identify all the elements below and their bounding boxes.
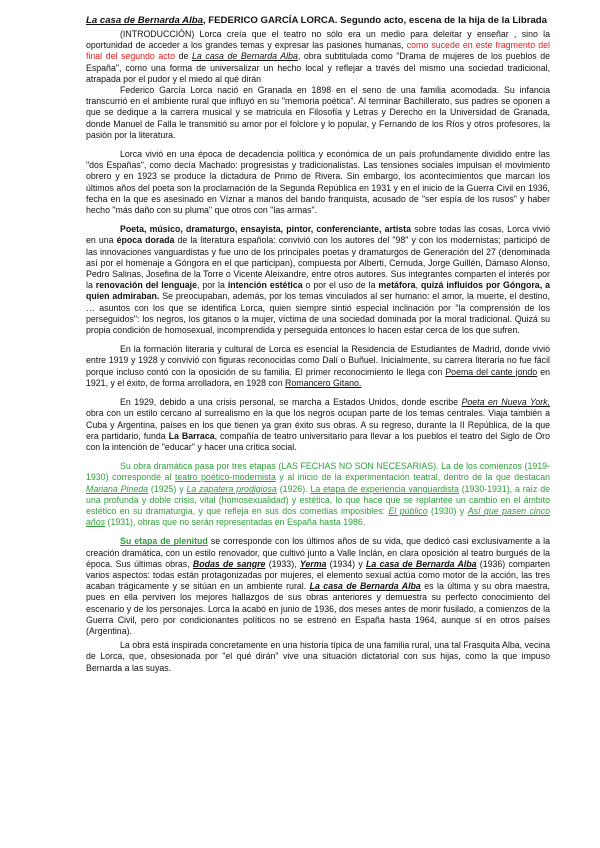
p8-text-b: (1933),	[265, 558, 297, 569]
title-rest: FEDERICO GARCÍA LORCA. Segundo acto, escena de la hija de la Librada	[205, 15, 547, 26]
p1-text-b: de	[178, 51, 189, 62]
p7-text-g: (1931), obras que no serán representadas en España hasta 1986.	[105, 517, 366, 528]
p7-text-c: (1925) y	[148, 483, 184, 494]
p6-text-b: obra con un estilo cercano al surrealismo en la que los negros ocupan parte de los temas centrales. Viaja también a Cuba y Argentina, países en los que tienen ya gran éxito sus obras. A su regreso, durante la II República, de la que era partidario, funda	[86, 408, 550, 441]
p7-text-a: Su obra dramática pasa por tres etapas (LAS FECHAS NO SON NECESARIAS). La de los comienzos (1919-1930) corresponde al	[86, 461, 550, 483]
work-bodas-de-sangre: Bodas de sangre	[192, 558, 266, 569]
p8-text-c: (1934) y	[326, 558, 363, 569]
p5-text-b: en 1921, y el éxito, de forma arrolladora, en 1928 con	[86, 366, 550, 388]
paragraph-inspiration: La obra está inspirada concretamente en una historia típica de una familia rural, una tal Frasquita Alba, vecina de Lorca, que, obsesionada por "el qué dirán" vive una situación dictatorial con sus hijas, como la que impuso Bernarda a las suyas.	[86, 640, 550, 673]
paragraph-generation-27	[86, 224, 550, 336]
p4-bold-1: Poeta, músico, dramaturgo, ensayista, pintor, conferenciante, artista	[120, 224, 411, 235]
link-romancero-gitano[interactable]: Romancero Gitano.	[285, 377, 362, 388]
link-teatro-poetico[interactable]: teatro poético-modernista	[174, 472, 276, 483]
link-asi-que-pasen[interactable]: Así que pasen cinco años	[86, 505, 550, 528]
p7-text-b: y al inicio de la experimentación teatral, dentro de la que destacan	[275, 472, 550, 483]
document-title	[86, 14, 550, 27]
p8-text-d: (1936) comparten varios aspectos: todas están protagonizadas por mujeres, el elemento sexual actúa como motor de la acción, las tres acaban trágicamente y se sitúan en un ambiente rural.	[86, 558, 551, 592]
paragraph-introduction	[86, 29, 550, 85]
p8-text-e: es la última y su obra maestra, pues en ella perviven los mejores hallazgos de sus obras anteriores y demuestra su perfecto conocimiento del escenario y de los personajes. Lorca la acabó en junio de 1936, dos meses antes de morir fusilado, a comienzos de la Guerra Civil, pero por condicionantes políticos no se estrenó en España hasta 1964, aunque sí en otros países (Argentina).	[86, 581, 550, 636]
p5-text-a: En la formación literaria y cultural de Lorca es esencial la Residencia de Estudiantes de Madrid, donde vivió entre 1919 y 1928 y convivió con figuras reconocidas como Dalí o Buñuel. Inicialmente, su carrera literaria no fue fácil porque incluso contó con la oposición de su familia. El primer reconocimiento le llega con	[86, 344, 550, 377]
p4-bold-3: renovación del lenguaje	[95, 280, 197, 291]
p7-text-e: (1930-1931), a raíz de una profunda y doble crisis, vital (homosexualidad) y estética, lo que hace que se replantee un cambio en el ámbito estético en su dramaturgia, y que refleja en sus dos comedias imposibles:	[86, 483, 551, 516]
link-mariana-pineda[interactable]: Mariana Pineda	[86, 483, 149, 494]
title-sep: ,	[202, 15, 206, 26]
p6-text-a: En 1929, debido a una crisis personal, se marcha a Estados Unidos, donde escribe	[120, 397, 459, 408]
p1-text-a: (INTRODUCCIÓN) Lorca creía que el teatro no sólo era un medio para deleitar y enseñar , sino la oportunidad de acceder a los grandes temas y expresar las pasiones humanas,	[86, 29, 550, 51]
paragraph-plenitud	[86, 536, 550, 637]
paragraph-residencia	[86, 344, 550, 389]
link-poeta-nueva-york[interactable]: Poeta en Nueva York,	[461, 397, 551, 408]
link-zapatera-prodigiosa[interactable]: La zapatera prodigiosa	[186, 483, 277, 494]
link-etapa-plenitud[interactable]: Su etapa de plenitud	[120, 536, 208, 547]
p4-bold-6: quizá influidos por Góngora, a quien admiraban.	[86, 280, 550, 302]
p4-bold-2: época dorada	[116, 235, 175, 246]
p4-text-c: , por la	[197, 280, 225, 291]
p7-text-f: (1930) y	[427, 505, 465, 516]
document-page	[86, 14, 550, 674]
p8-text-a: se corresponde con los últimos años de su vida, que dedicó casi exclusivamente a la creación dramática, con un estilo renovador, que cultivó junto a Valle Inclán, en clara oposición al teatro burgués de la época. Sus últimas obras,	[86, 536, 550, 569]
title-work: La casa de Bernarda Alba	[86, 15, 203, 26]
paragraph-biography: Federico García Lorca nació en Granada en 1898 en el seno de una familia acomodada. Su infancia transcurrió en el ambiente rural que influyó en su "memoria poética". Al terminar Bachillerato, sus padres se oponen a que se dedique a la carrera musical y se matricula en Filosofía y Letras y Derecho en la Universidad de Granada, donde Manuel de Falla le transmitió su amor por el folclore y lo popular, y Fernando de los Ríos y otros profesores, la pasión por la literatura.	[86, 85, 550, 140]
p6-text-c: , compañía de teatro universitario para llevar a los pueblos el teatro del Siglo de Oro con la intención de "educar" y hacer una crítica social.	[86, 430, 550, 452]
paragraph-new-york	[86, 397, 550, 453]
p4-text-a: sobre todas las cosas, Lorca vivió en una	[86, 224, 550, 246]
p1-red-highlight: como sucede en este fragmento del final del segundo acto	[86, 40, 551, 62]
p4-text-d: o por el uso de la	[302, 280, 376, 291]
p4-bold-4: intención estética	[227, 280, 303, 291]
p4-bold-5: metáfora	[378, 280, 416, 291]
p4-text-f: Se preocupaban, además, por los temas vinculados al ser humano: el amor, la muerte, el destino, … asuntos con los que se identifica Lorca, quien siempre sintió especial inclinación por "la comprensión de los perseguidos": los negros, los gitanos o la mujer, víctima de una sociedad dominada por la moral tradicional. Quizá su propia condición de homosexual, incomprendida y perseguida entonces lo hacen estar cerca de los que sufren.	[86, 291, 550, 336]
p4-text-b: de la literatura española: convivió con los autores del "98" y con los modernistas; participó de las innovaciones vanguardistas y fue uno de los principales poetas y dramaturgos de Generación del 27 (denominada así por el homenaje a Góngora en el que participan), compuesta por Alberti, Cernuda, Jorge Guillén, Dámaso Alonso, Pedro Salinas, Josefina de la Torre o Vicente Aleixandre, entre otros autores. Sus integrantes comparten el interés por la	[86, 235, 551, 291]
work-casa-bernarda-alba: La casa de Bernarda Alba	[366, 558, 477, 569]
p1-text-c: , obra subtitulada como "Drama de mujeres de los pueblos de España", como una forma de universalizar un hecho local y reflejar a través del mismo una sociedad tradicional, atrapada por el pudor y el miedo al qué dirán	[86, 51, 550, 84]
work-yerma: Yerma	[299, 558, 327, 569]
link-el-publico[interactable]: El público	[388, 505, 428, 516]
link-poema-cante-jondo[interactable]: Poema del cante jondo	[445, 366, 538, 377]
p4-text-e: ,	[415, 280, 419, 291]
link-etapa-vanguardista[interactable]: La etapa de experiencia vanguardista	[310, 483, 459, 494]
p7-text-d: (1926).	[276, 483, 308, 494]
p6-la-barraca: La Barraca	[168, 430, 215, 441]
work-casa-bernarda-alba-2: La casa de Bernarda Alba	[309, 581, 421, 592]
paragraph-historical-context: Lorca vivió en una época de decadencia política y económica de un país profundamente dividido entre las "dos Españas", como decía Machado: progresistas y tradicionalistas. Las tensiones sociales impulsan el movimiento obrero y en 1923 se produce la dictadura de Primo de Rivera. Sin embargo, los acontecimientos que marcan los últimos años del poeta son la proclamación de la Segunda República en 1931 y en el inicio de la Guerra Civil en 1936, fecha en la que es asesinado en Víznar a manos del bando franquista, acusado de "ser espía de los rusos" y haber hecho "más daño con su pluma" que otros con "las armas".	[86, 149, 550, 216]
paragraph-dramatic-stages	[86, 461, 550, 528]
p1-work-title: La casa de Bernarda Alba	[191, 51, 298, 62]
